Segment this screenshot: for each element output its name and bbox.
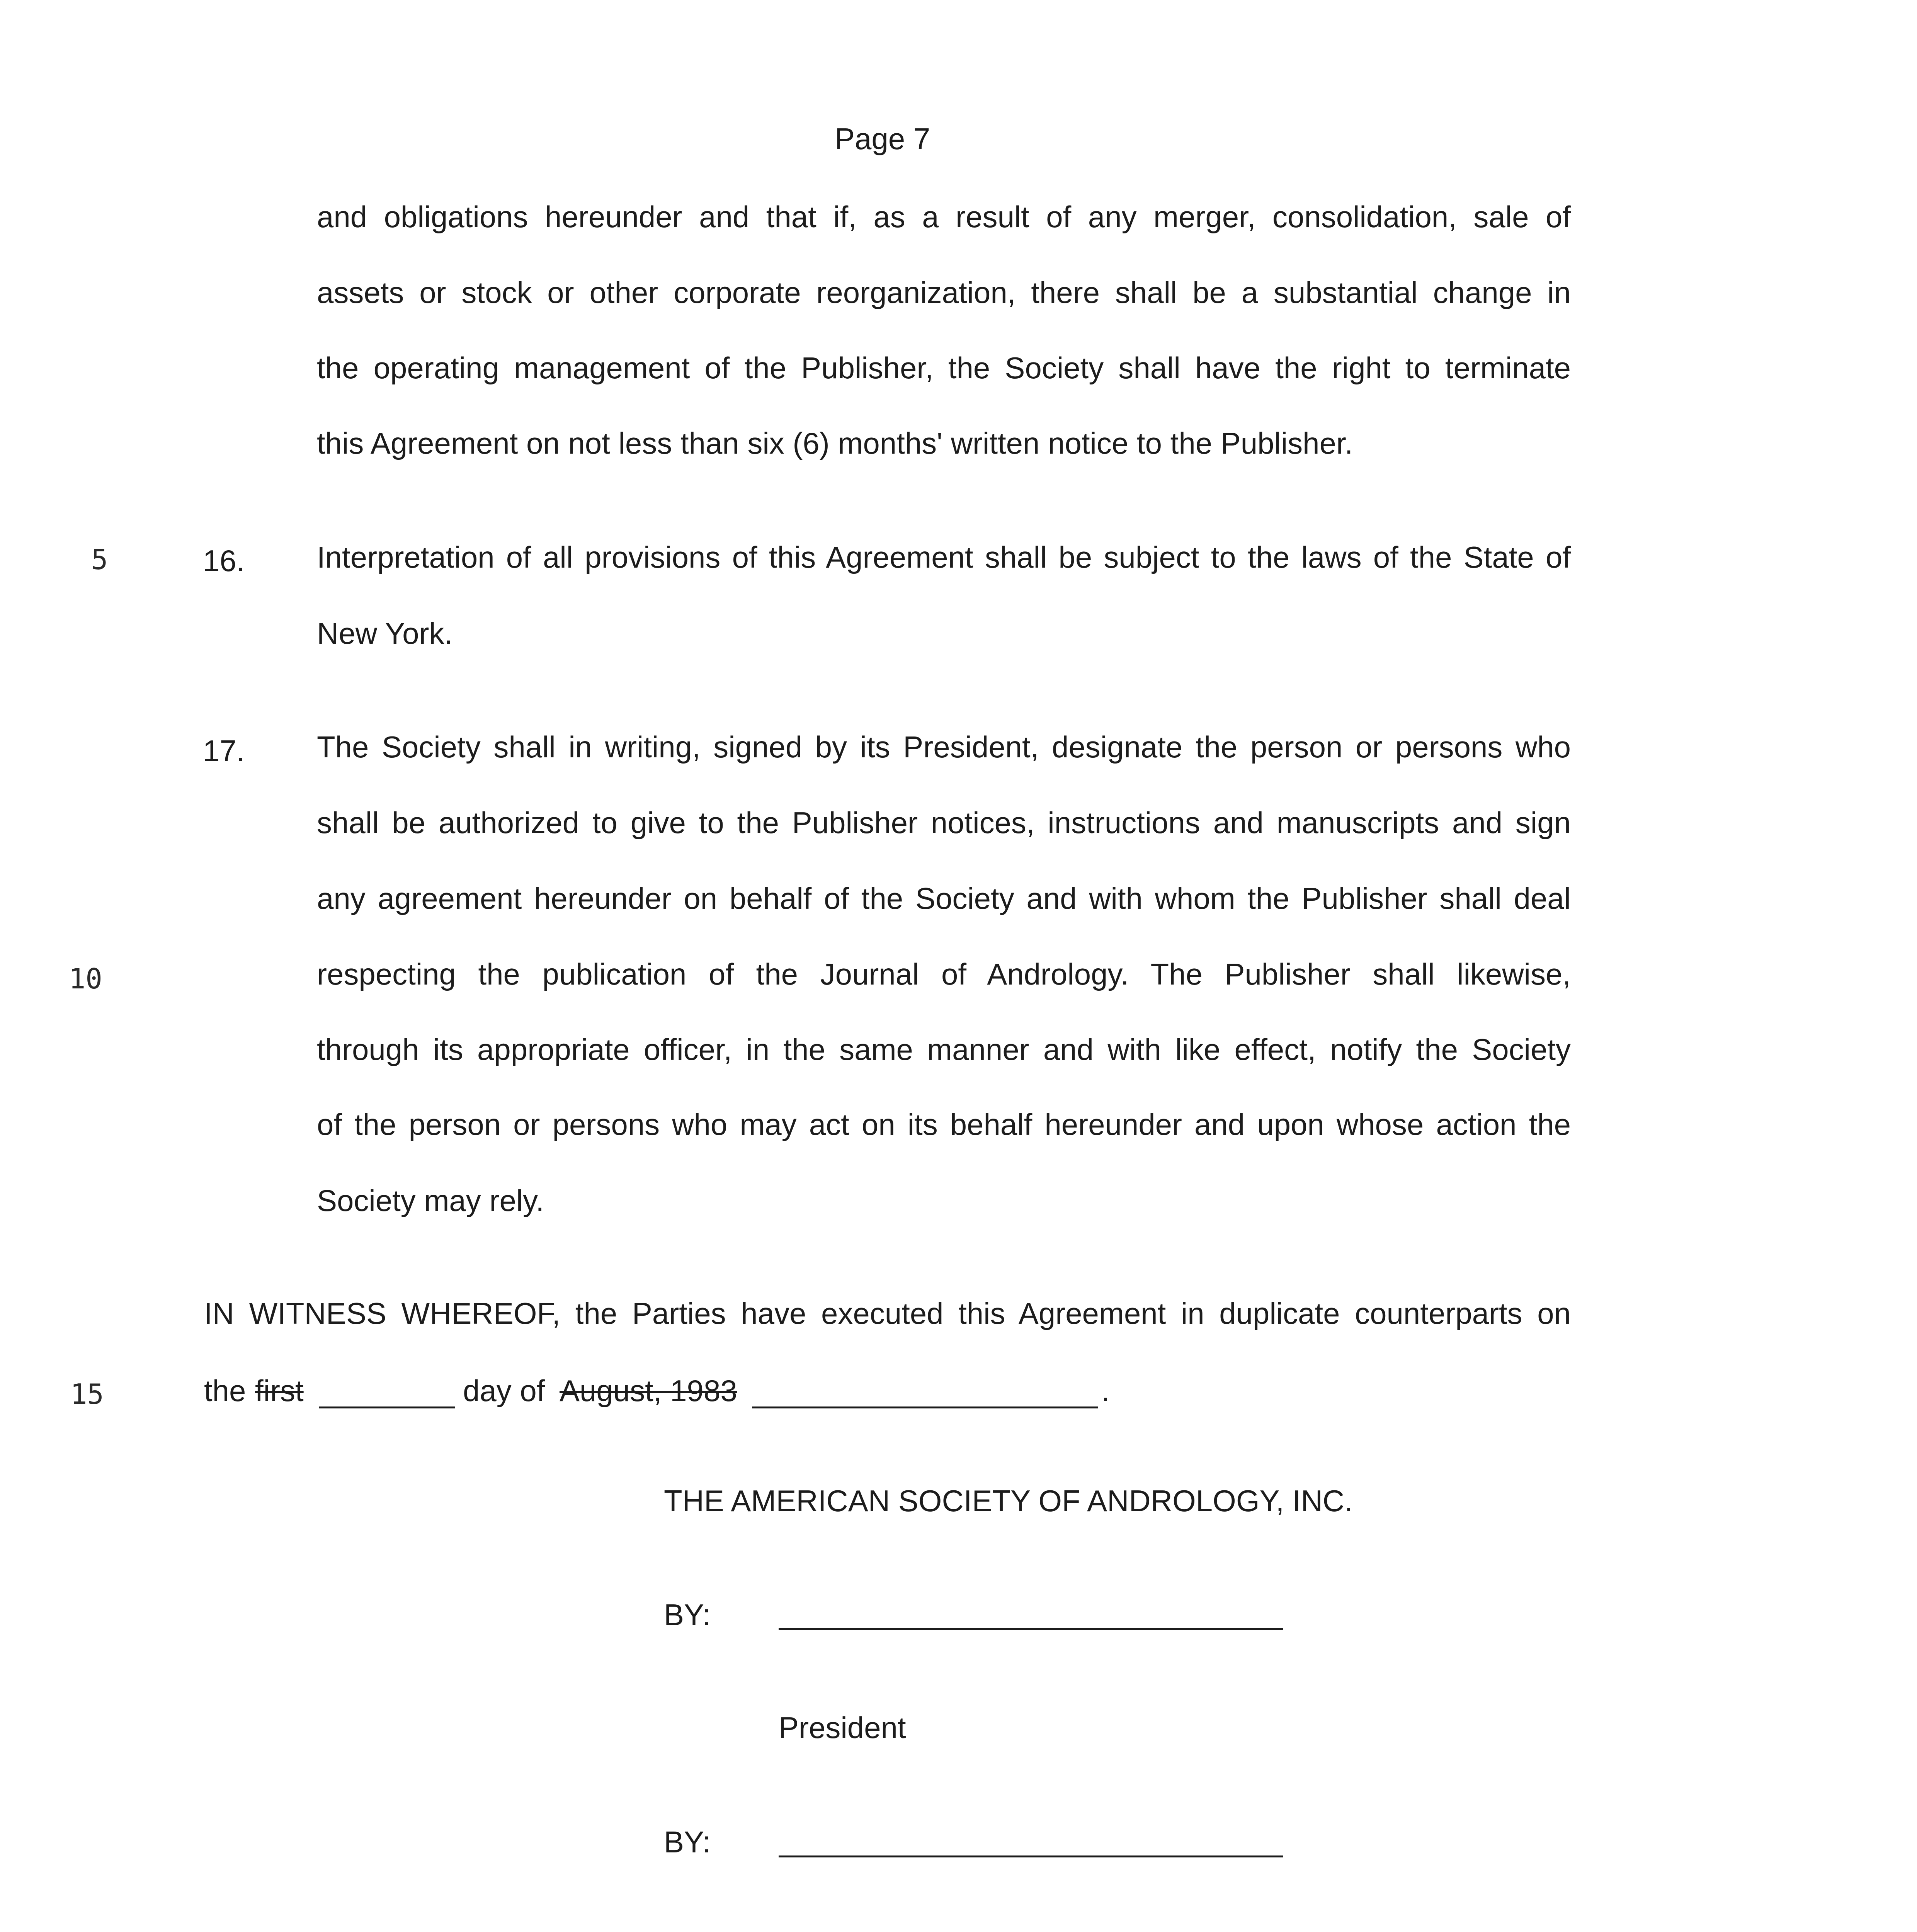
society-name: THE AMERICAN SOCIETY OF ANDROLOGY, INC. [664,1484,1353,1518]
clause15-line-3: the operating management of the Publisher, the Society shall have the right to terminate [317,351,1571,385]
clause17-number: 17. [203,734,245,768]
clause17-line-1: The Society shall in writing, signed by its President, designate the person or persons who [317,730,1571,764]
clause16-line-1: Interpretation of all provisions of this Agreement shall be subject to the laws of the State of [317,540,1571,574]
clause17-line-3: any agreement hereunder on behalf of the Society and with whom the Publisher shall deal [317,881,1571,915]
clause16-line-2: New York. [317,616,453,650]
clause15-line-4: this Agreement on not less than six (6) months' written notice to the Publisher. [317,426,1353,460]
witness-first-struck: first [255,1374,304,1408]
page-number: Page 7 [835,122,930,156]
clause15-line-1: and obligations hereunder and that if, as a result of any merger, consolidation, sale of [317,200,1571,234]
signature-line-president [779,1628,1283,1630]
signature-line-treasurer [779,1855,1283,1857]
witness-period: . [1101,1374,1110,1408]
clause15-line-2: assets or stock or other corporate reorganization, there shall be a substantial change in [317,276,1571,310]
clause17-line-2: shall be authorized to give to the Publisher notices, instructions and manuscripts and sign [317,806,1571,840]
witness-day-of: day of [463,1374,545,1408]
clause17-line-4: respecting the publication of the Journal of Andrology. The Publisher shall likewise, [317,957,1571,991]
line-number-10: 10 [69,963,102,995]
witness-date-struck: August, 1983 [560,1374,737,1408]
clause17-line-6: of the person or persons who may act on its behalf hereunder and upon whose action the [317,1107,1571,1141]
witness-the: the [204,1374,246,1408]
clause17-line-7: Society may rely. [317,1184,544,1218]
clause17-line-5: through its appropriate officer, in the same manner and with like effect, notify the Society [317,1032,1571,1066]
title-president: President [779,1711,906,1745]
line-number-15: 15 [70,1378,104,1410]
clause16-number: 16. [203,544,245,578]
witness-line-1: IN WITNESS WHEREOF, the Parties have executed this Agreement in duplicate counterparts on [204,1296,1571,1330]
month-year-blank [752,1406,1098,1408]
signature-by-1: BY: [664,1598,711,1632]
line-number-5: 5 [91,543,108,576]
day-blank [319,1406,455,1408]
signature-by-2: BY: [664,1825,711,1859]
